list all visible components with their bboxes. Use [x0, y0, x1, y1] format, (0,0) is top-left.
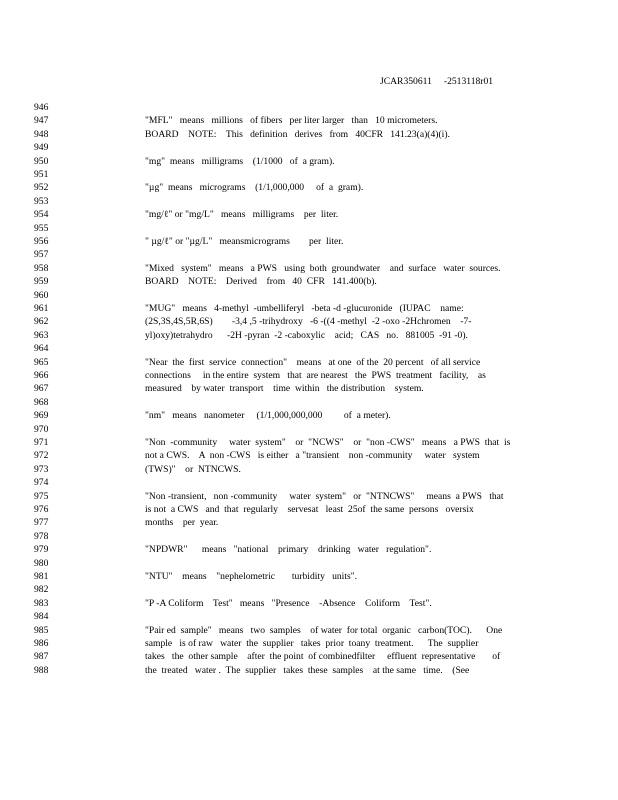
line-text: yl)oxy)tetrahydro -2H -pyran -2 -caboxylic acid; CAS no. 881005 -91 -0). [145, 329, 468, 341]
line-number: 961 [34, 303, 49, 314]
line-number: 958 [34, 262, 49, 274]
line-number: 954 [34, 209, 49, 221]
line-number: 985 [34, 624, 49, 636]
line-number: 973 [34, 463, 49, 475]
line-text: months per year. [145, 517, 219, 529]
line-number: 953 [34, 195, 49, 207]
line-text: " µg/ℓ" or "µg/L" meansmicrograms per liter. [145, 236, 344, 247]
line-number: 960 [34, 289, 49, 301]
line-number: 965 [34, 356, 49, 368]
line-number: 982 [34, 584, 49, 596]
line-text: "Non -transient, non -community water system" or "NTNCWS" means a PWS that [145, 490, 504, 502]
line-text: "MFL" means millions of fibers per liter larger than 10 micrometers. [145, 115, 438, 127]
line-number: 971 [34, 437, 49, 448]
line-number: 976 [34, 504, 49, 515]
line-number: 983 [34, 597, 49, 609]
line-text: "nm" means nanometer (1/1,000,000,000 of a meter). [145, 410, 391, 422]
line-number: 987 [34, 651, 49, 663]
line-text: BOARD NOTE: This definition derives from 40CFR 141.23(a)(4)(i). [145, 128, 450, 140]
line-text: (TWS)" or NTNCWS. [145, 463, 241, 475]
line-text: "P -A Coliform Test" means "Presence -Absence Coliform Test". [145, 597, 432, 609]
line-number: 947 [34, 115, 49, 127]
line-text: "mg" means milligrams (1/1000 of a gram). [145, 155, 335, 167]
line-number: 969 [34, 410, 49, 422]
line-text: (2S,3S,4S,5R,6S) -3,4 ,5 -trihydroxy -6 -((4 -methyl -2 -oxo -2Hchromen -7- [145, 316, 472, 328]
line-number: 959 [34, 276, 49, 288]
line-number: 966 [34, 370, 49, 381]
line-number: 948 [34, 128, 49, 140]
line-text: takes the other sample after the point of combinedfilter effluent representative of [145, 651, 501, 663]
line-number: 986 [34, 638, 49, 649]
line-text: the treated water . The supplier takes these samples at the same time. (See [145, 664, 470, 676]
line-number: 963 [34, 329, 49, 341]
line-number: 967 [34, 383, 49, 395]
line-text: "mg/ℓ" or "mg/L" means milligrams per liter. [145, 209, 339, 221]
line-text: "Near the first service connection" means at one of the 20 percent of all service [145, 356, 481, 368]
line-number: 977 [34, 517, 49, 529]
line-number: 981 [34, 571, 49, 582]
line-number: 951 [34, 169, 49, 180]
line-number: 974 [34, 477, 49, 489]
line-text: "Non -community water system" or "NCWS" or "non -CWS" means a PWS that is [145, 437, 511, 448]
line-number: 970 [34, 423, 49, 435]
line-number: 972 [34, 450, 49, 462]
line-number: 968 [34, 396, 49, 408]
line-number: 988 [34, 664, 49, 676]
line-text: "Pair ed sample" means two samples of water for total organic carbon(TOC). One [145, 624, 503, 636]
line-text: is not a CWS and that regularly servesat least 25of the same persons oversix [145, 504, 474, 515]
line-number: 950 [34, 155, 49, 167]
line-text: connections in the entire system that are nearest the PWS treatment facility, as [145, 370, 486, 381]
line-text: "NPDWR" means "national primary drinking water regulation". [145, 544, 432, 556]
line-text: "µg" means micrograms (1/1,000,000 of a gram). [145, 182, 364, 194]
line-number: 979 [34, 544, 49, 556]
line-text: not a CWS. A non -CWS is either a "transient non -community water system [145, 450, 480, 462]
line-text: sample is of raw water the supplier takes prior toany treatment. The supplier [145, 638, 479, 649]
line-number: 957 [34, 249, 49, 261]
line-text: "NTU" means "nephelometric turbidity units". [145, 571, 358, 582]
document-id-header: JCAR350611 -2513118r01 [380, 76, 494, 87]
line-number: 952 [34, 182, 49, 194]
line-text: "MUG" means 4-methyl -umbelliferyl -beta -d -glucuronide (IUPAC name: [145, 303, 464, 314]
line-text: measured by water transport time within the distribution system. [145, 383, 424, 395]
line-number: 984 [34, 611, 49, 623]
line-number: 978 [34, 530, 49, 542]
line-number: 949 [34, 142, 49, 154]
line-text: BOARD NOTE: Derived from 40 CFR 141.400(b). [145, 276, 377, 288]
line-number: 946 [34, 102, 49, 113]
line-number: 980 [34, 557, 49, 569]
line-number: 956 [34, 236, 49, 247]
line-number: 964 [34, 343, 49, 355]
line-number: 975 [34, 490, 49, 502]
line-number: 962 [34, 316, 49, 328]
line-number: 955 [34, 222, 49, 234]
line-text: "Mixed system" means a PWS using both groundwater and surface water sources. [145, 262, 501, 274]
